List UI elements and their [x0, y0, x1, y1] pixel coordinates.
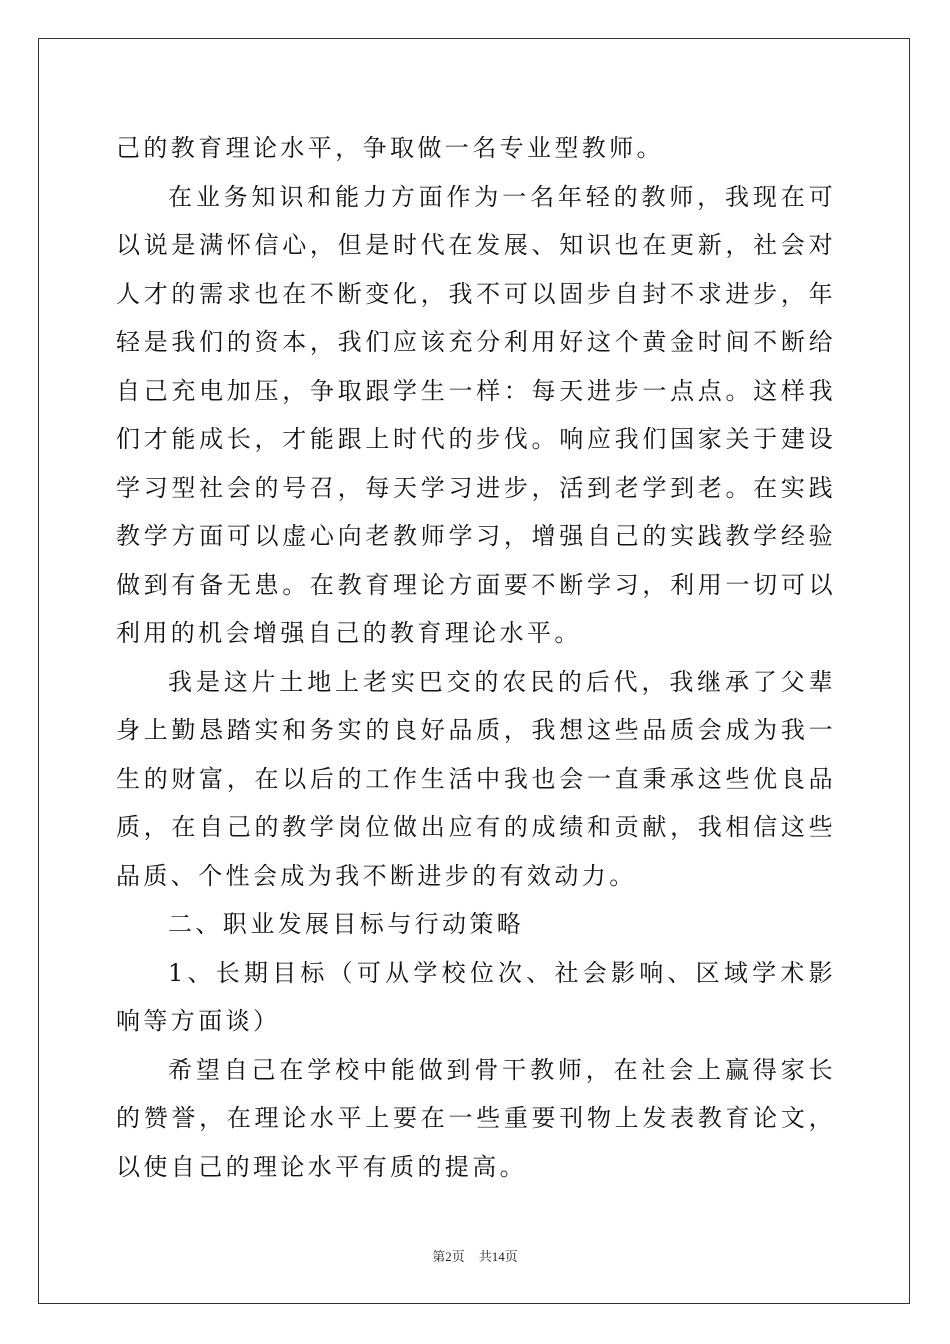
paragraph-2: 在业务知识和能力方面作为一名年轻的教师，我现在可以说是满怀信心，但是时代在发展、知识也在更新，社会对人才的需求也在不断变化，我不可以固步自封不求进步，年轻是我们的资本，我们应该充分利用好这个黄金时间不断给自己充电加压，争取跟学生一样：每天进步一点点。这样我们才能成长，才能跟上时代的步伐。响应我们国家关于建设学习型社会的号召，每天学习进步，活到老学到老。在实践教学方面可以虚心向老教师学习，增强自己的实践教学经验做到有备无患。在教育理论方面要不断学习，利用一切可以利用的机会增强自己的教育理论水平。 [116, 182, 836, 647]
paragraph-4: 希望自己在学校中能做到骨干教师，在社会上赢得家长的赞誉，在理论水平上要在一些重要刊物上发表教育论文，以使自己的理论水平有质的提高。 [116, 1055, 836, 1181]
page-number: 第2页 [432, 1249, 465, 1264]
paragraph-1: 己的教育理论水平，争取做一名专业型教师。 [116, 134, 664, 162]
document-body [116, 124, 836, 1191]
page-total: 共14页 [478, 1249, 518, 1264]
page-footer [0, 1246, 950, 1265]
section-heading: 二、职业发展目标与行动策略 [168, 910, 525, 938]
paragraph-3: 我是这片土地上老实巴交的农民的后代，我继承了父辈身上勤恳踏实和务实的良好品质，我想这些品质会成为我一生的财富，在以后的工作生活中我也会一直秉承这些优良品质，在自己的教学岗位做出应有的成绩和贡献，我相信这些品质、个性会成为我不断进步的有效动力。 [116, 667, 836, 890]
subsection-heading: 1、长期目标（可从学校位次、社会影响、区域学术影响等方面谈） [116, 958, 836, 1035]
